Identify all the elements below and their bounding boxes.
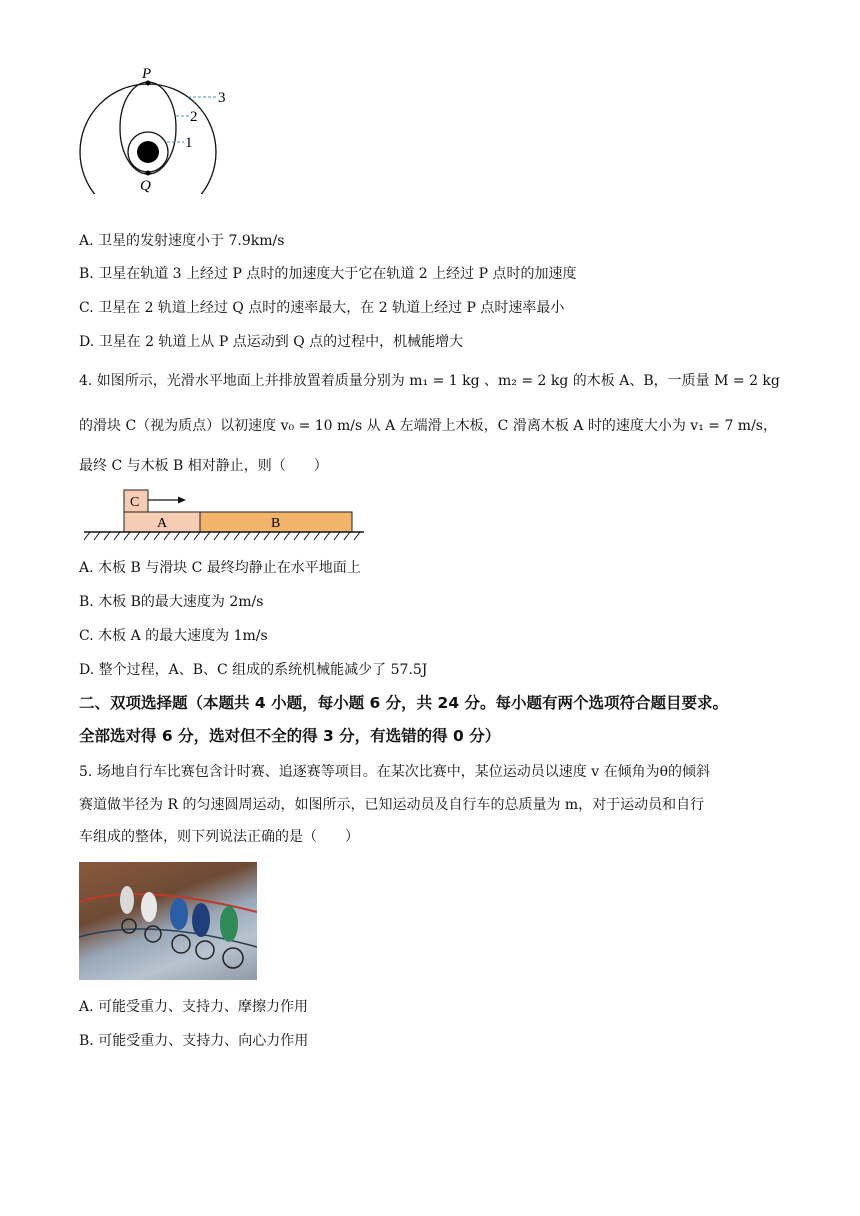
- board-b-label: B: [271, 516, 281, 531]
- ground-hatching: [84, 532, 360, 540]
- q4-option-a: A. 木板 B 与滑块 C 最终均静止在水平地面上: [79, 560, 361, 576]
- board-figure: [80, 488, 370, 544]
- label-p: P: [142, 66, 152, 82]
- q3-option-b: B. 卫星在轨道 3 上经过 P 点时的加速度大于它在轨道 2 上经过 P 点时的加速度: [79, 266, 577, 282]
- label-q: Q: [140, 178, 151, 194]
- q5-stem-line3: 车组成的整体，则下列说法正确的是（ ）: [79, 829, 359, 845]
- label-orbit1: 1: [185, 135, 193, 151]
- q4-option-b: B. 木板 B的最大速度为 2m/s: [79, 594, 264, 610]
- q5-stem-line2: 赛道做半径为 R 的匀速圆周运动，如图所示，已知运动员及自行车的总质量为 m，对于运动员和自行: [79, 797, 705, 813]
- q4-stem-line2: 的滑块 C（视为质点）以初速度 v₀ = 10 m/s 从 A 左端滑上木板，C 滑离木板 A 时的速度大小为 v₁ = 7 m/s，: [79, 418, 777, 434]
- section2-heading-line2: 全部选对得 6 分，选对但不全的得 3 分，有选错的得 0 分）: [79, 727, 501, 745]
- q4-stem-line3: 最终 C 与木板 B 相对静止，则（ ）: [79, 458, 328, 474]
- q4-stem-line1: 4. 如图所示，光滑水平地面上并排放置着质量分别为 m₁ = 1 kg 、m₂ = 2 kg 的木板 A、B，一质量 M = 2 kg: [79, 373, 780, 389]
- q4-option-c: C. 木板 A 的最大速度为 1m/s: [79, 628, 268, 644]
- q5-option-b: B. 可能受重力、支持力、向心力作用: [79, 1033, 309, 1049]
- board-a-label: A: [157, 516, 168, 531]
- q3-option-c: C. 卫星在 2 轨道上经过 Q 点时的速率最大，在 2 轨道上经过 P 点时速率最小: [79, 300, 565, 316]
- q3-option-d: D. 卫星在 2 轨道上从 P 点运动到 Q 点的过程中，机械能增大: [79, 334, 464, 350]
- section2-heading-line1: 二、双项选择题（本题共 4 小题，每小题 6 分，共 24 分。每小题有两个选项符合题目要求。: [79, 694, 729, 712]
- q3-option-a: A. 卫星的发射速度小于 7.9km/s: [79, 233, 285, 249]
- q5-option-a: A. 可能受重力、支持力、摩擦力作用: [79, 999, 309, 1015]
- label-orbit2: 2: [190, 109, 198, 125]
- block-c-label: C: [130, 495, 140, 510]
- orbit-figure: [78, 64, 238, 194]
- q4-option-d: D. 整个过程，A、B、C 组成的系统机械能减少了 57.5J: [79, 662, 428, 678]
- cycling-photo: [79, 862, 257, 980]
- arrow-head-icon: [178, 497, 186, 504]
- label-orbit3: 3: [218, 90, 226, 106]
- earth: [137, 141, 159, 163]
- point-q-dot: [146, 171, 151, 176]
- q5-stem-line1: 5. 场地自行车比赛包含计时赛、追逐赛等项目。在某次比赛中，某位运动员以速度 v 在倾角为θ的倾斜: [79, 764, 711, 780]
